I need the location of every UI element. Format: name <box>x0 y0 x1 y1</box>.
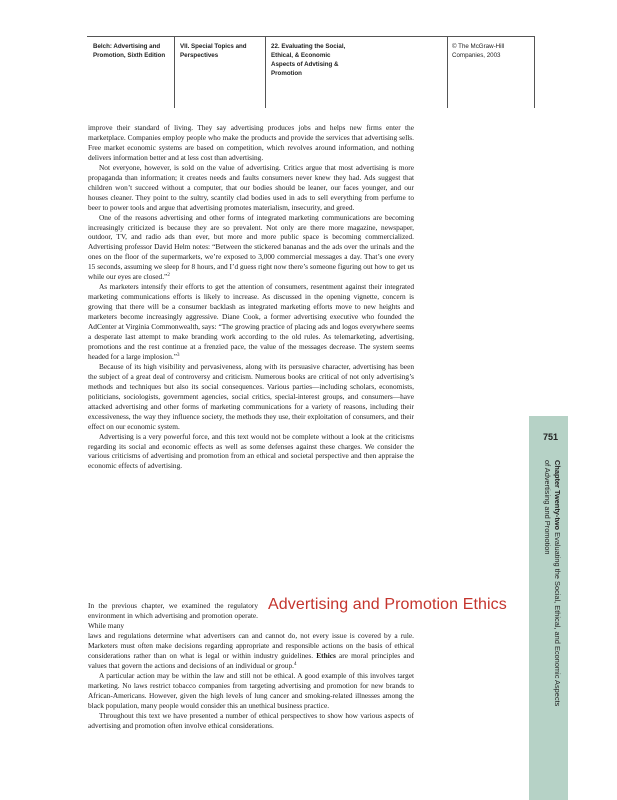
key-term: Ethics <box>316 650 336 660</box>
chapter-title-line <box>552 460 562 780</box>
header-separator <box>534 36 535 108</box>
footnote-ref: 2 <box>167 273 170 279</box>
footnote-ref: 3 <box>176 352 180 358</box>
paragraph-text: As marketers intensify their efforts to get the attention of consumers, resentment against their integrated marketing communications efforts is likely to increase. As discussed in the opening vignette, concern is growing that there will be a consumer backlash as integrated marketing efforts move to new heights and marketers become increasingly aggressive. Diane Cook, a former advertising executive who founded the AdCenter at Virginia Commonwealth, says: “The growing practice of placing ads and logos everywhere seems a desperate last attempt to make branding work according to the old rules. As telemarketing, advertising, promotions and the rest continue at a frenzied pace, the value of the messages decrease. The system seems headed for a large implosion.” <box>88 282 414 361</box>
paragraph: Not everyone, however, is sold on the value of advertising. Critics argue that most advertising is more propaganda than information; it creates needs and faults consumers never knew they had. Ads suggest that children won’t succeed without a computer, that our bodies should be leaner, our faces younger, and our houses cleaner. They point to the sultry, scantily clad bodies used in ads to sell everything from perfume to beer to power tools and argue that advertising promotes materialism, insecurity, and greed. <box>88 162 414 212</box>
page-number: 751 <box>543 432 559 442</box>
footnote-ref: 4 <box>293 661 297 667</box>
header-copyright: © The McGraw-Hill Companies, 2003 <box>452 43 505 59</box>
paragraph: Because of its high visibility and pervasiveness, along with its persuasive character, advertising has been the subject of a great deal of controversy and criticism. Numerous books are critical of not only advertising’s methods and techniques but also its social consequences. Various parties—including scholars, economists, politicians, sociologists, government agencies, social critics, special-interest groups, and consumers—have attacked advertising and other forms of marketing communications for a variety of reasons, including their excessiveness, the way they influence society, the methods they use, their exploitation of consumers, and their effect on our economic system. <box>88 361 414 431</box>
paragraph-wrap-start: In the previous chapter, we examined the regulatory environment in which advertising and promotion operate. While many <box>88 601 258 630</box>
header-rule <box>87 36 534 37</box>
paragraph-text: laws and regulations determine what advertisers can and cannot do, not every issue is covered by a rule. Marketers must often make decisions regarding appropriate and responsible actions on the basis of ethical considerations rather than on what is legal or within industry guidelines. <box>88 631 414 660</box>
paragraph: Advertising is a very powerful force, and this text would not be complete without a look at the criticisms regarding its social and economic effects as well as some defenses against these charges. We consider the various criticisms of advertising and promotion from an ethical and societal perspective and then appraise the economic effects of advertising. <box>88 431 414 471</box>
body-text-block <box>88 123 414 471</box>
paragraph <box>88 631 414 671</box>
paragraph-text: One of the reasons advertising and other forms of integrated marketing communications are becoming increasingly criticized is because they are so prevalent. Not only are there more magazine, newspaper, outdoor, TV, and radio ads than ever, but more and more public space is becoming commercialized. Advertising professor David Helm notes: “Between the stickered bananas and the ads over the urinals and the ones on the floor of the supermarkets, we’re exposed to 3,000 commercial messages a day. That’s one every 15 seconds, assuming we sleep for 8 hours, and I’d guess right now there’s someone figuring out how to get us while our eyes are closed.” <box>88 212 414 282</box>
header-chapter-title: 22. Evaluating the Social, Ethical, & Economic Aspects of Advtising & Promotion <box>271 43 346 77</box>
chapter-title-text: Evaluating the Social, Ethical, and Economic Aspects <box>553 532 562 707</box>
chapter-running-title <box>538 460 562 780</box>
header-part-title: VII. Special Topics and Perspectives <box>180 43 247 59</box>
body-text-block <box>88 631 414 731</box>
paragraph <box>88 213 414 283</box>
paragraph: A particular action may be within the law and still not be ethical. A good example of this involves target marketing. No laws restrict tobacco companies from targeting advertising and promotion for new brands to African-Americans. However, given the high levels of lung cancer and smoking-related illnesses among the black population, many people would consider this an unethical business practice. <box>88 670 414 710</box>
section-heading: Advertising and Promotion Ethics <box>268 596 507 613</box>
paragraph: Throughout this text we have presented a number of ethical perspectives to show how various aspects of advertising and promotion often involve ethical considerations. <box>88 710 414 730</box>
chapter-title-line: of Advertising and Promotion <box>543 460 552 555</box>
paragraph: improve their standard of living. They say advertising produces jobs and helps new firms enter the marketplace. Companies employ people who make the products and provide the services that advertising sells. Free market economic systems are based on competition, which revolves around information, and nothing delivers information better and at less cost than advertising. <box>88 123 414 162</box>
header-book-title: Belch: Advertising and Promotion, Sixth Edition <box>93 43 166 59</box>
header-separator <box>174 36 175 108</box>
header-separator <box>447 36 448 108</box>
header-separator <box>265 36 266 108</box>
paragraph <box>88 282 414 362</box>
chapter-label: Chapter Twenty-two <box>553 460 562 531</box>
paragraph-text: are moral principles and values that govern the actions and decisions of an individual or group. <box>88 650 414 670</box>
